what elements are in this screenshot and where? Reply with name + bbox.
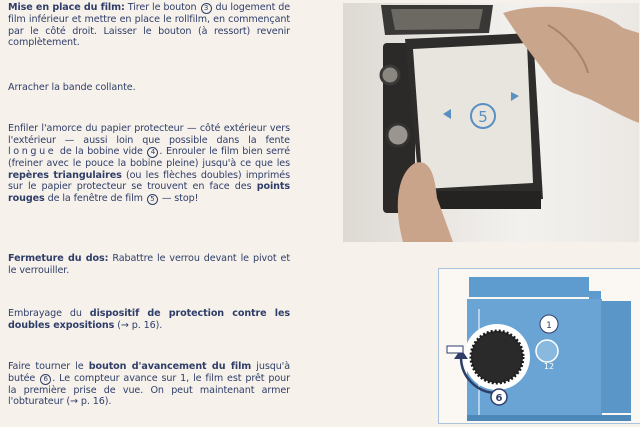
film-window-number: 5 [478, 108, 488, 126]
bold-advance-knob: bouton d'avancement du film [88, 361, 252, 372]
heading-film-loading: Mise en place du film: [8, 2, 125, 13]
camera-top-plate [469, 277, 589, 297]
paragraph-double-exposure [8, 308, 290, 331]
spaced-word: longue [8, 146, 57, 158]
text-span: — stop! [158, 192, 199, 204]
bold-red-dots: points rouges [8, 181, 290, 204]
camera-lid-texture [391, 9, 483, 30]
heading-close-back: Fermeture du dos: [8, 253, 109, 264]
paragraph-thread-leader [8, 123, 290, 205]
ref-number-5: 5 [147, 194, 158, 205]
bold-triangular-marks: repères triangulaires [8, 169, 122, 181]
text-span: (→ p. 16). [114, 319, 163, 331]
camera-bottom [467, 415, 631, 421]
label-1: 1 [546, 321, 552, 331]
film-backing-paper [413, 43, 533, 189]
paragraph-film-advance [8, 361, 290, 408]
text-span: Enfiler l'amorce du papier protecteur — côté extérieur vers l'extérieur — aussi loin que possible dans la fente [8, 123, 290, 146]
text-span: jusqu'à butée [8, 361, 291, 384]
camera-knob-top [381, 66, 399, 84]
camera-knob-middle [387, 124, 409, 146]
diagram-illustration [439, 269, 640, 423]
text-span: de la fenêtre de film [44, 192, 146, 204]
ref-number-6: 6 [40, 374, 51, 385]
text-span: du logement de film inférieur et mettre en place le rollfilm, en commençant par le côté droit. Laisser le bouton (à ressort) revenir complètement. [8, 2, 291, 49]
lever-tab [447, 346, 463, 353]
ref-number-4: 4 [147, 147, 158, 158]
film-advance-diagram [438, 268, 640, 424]
text-span: . Enrouler le film bien serré (freiner avec le pouce la bobine pleine) jusqu'à ce que les [8, 146, 290, 170]
small-knob [536, 340, 558, 362]
paragraph-film-loading [8, 2, 290, 49]
camera-photo-illustration [343, 3, 639, 242]
text-span: Arracher la bande collante. [8, 82, 136, 93]
label-6: 6 [495, 393, 503, 404]
camera-side [601, 301, 631, 413]
text-span: Embrayage du [8, 308, 90, 319]
bold-double-exposure: dispositif de protection contre les doubles expositions [8, 308, 291, 331]
text-span: Faire tourner le [8, 361, 89, 372]
text-span: Rabattre le verrou devant le pivot et le verrouiller. [8, 253, 290, 276]
advance-knob [471, 331, 523, 383]
text-span: (ou les flèches doubles) imprimés sur le papier protecteur se trouvent en face des [8, 169, 290, 193]
label-12: 12 [543, 362, 555, 371]
text-span: de la bobine vide [56, 146, 147, 158]
paragraph-tear-tape [8, 82, 136, 94]
paragraph-close-back [8, 253, 290, 276]
ref-number-3: 3 [201, 3, 212, 14]
text-span: . Le compteur avance sur 1, le film est prêt pour la première prise de vue. On peut maintenant armer l'obturateur (→ p. 16). [8, 372, 291, 408]
text-span: Tirer le bouton [124, 2, 200, 13]
camera-loading-photo [343, 3, 639, 242]
